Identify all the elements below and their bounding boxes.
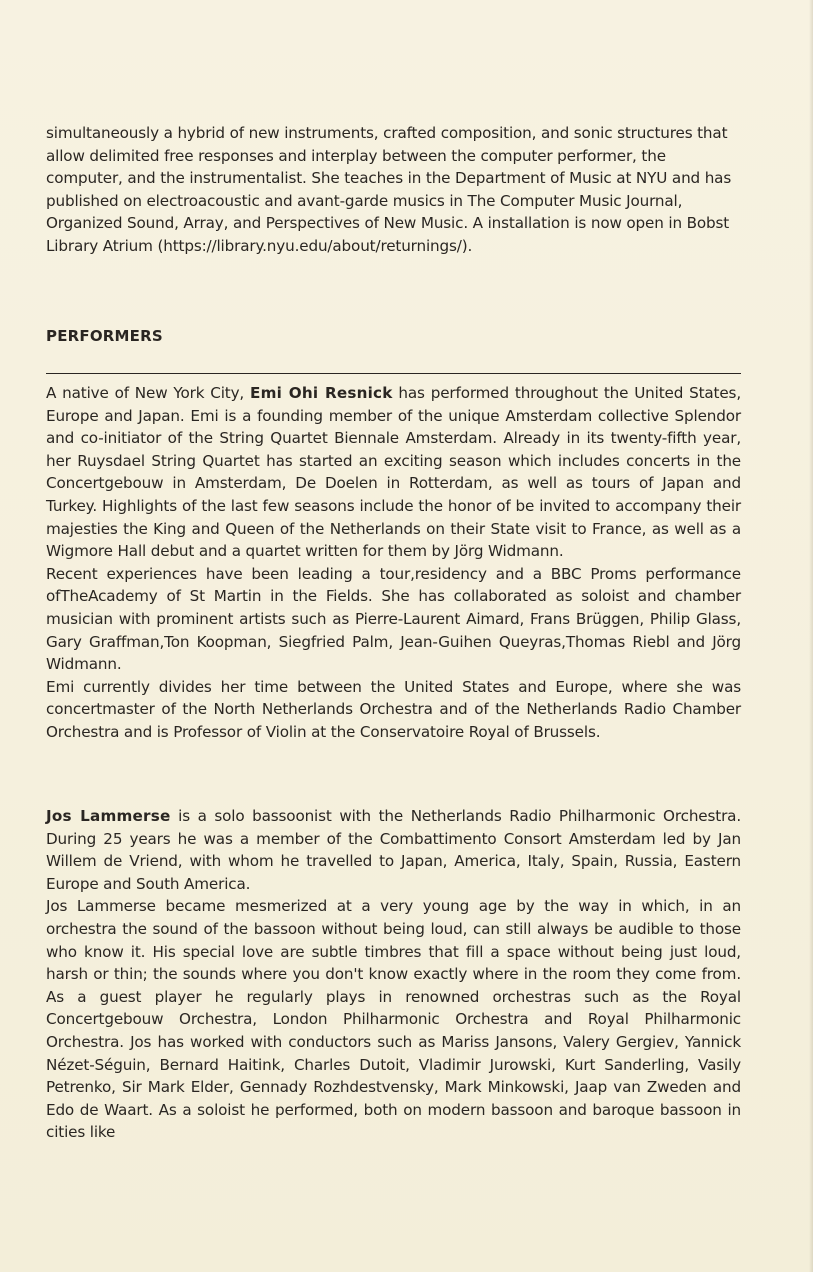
bio1-paragraph-3: Emi currently divides her time between the United States and Europe, where she was concertmaster of the North Netherlands Orchestra and of the Netherlands Radio Chamber Orchestra and is Professor of Violin at the Conservatoire Royal of Brussels. bbox=[46, 677, 741, 741]
heading-rule bbox=[46, 373, 741, 374]
section-heading: PERFORMERS bbox=[46, 327, 163, 345]
bio1-lead: A native of New York City, bbox=[46, 384, 251, 402]
bio-jos-lammerse bbox=[46, 805, 741, 1144]
page-edge-shadow bbox=[809, 0, 813, 1272]
bio1-p1-text: has performed throughout the United States, Europe and Japan. Emi is a founding member of the unique Amsterdam collective Splendor and co-initiator of the String Quartet Biennale Amsterdam. Already in its twenty-fifth year, her Ruysdael String Quartet has started an exciting season which includes concerts in the Concertgebouw in Amsterdam, De Doelen in Rotterdam, as well as tours of Japan and Turkey. Highlights of the last few seasons include the honor of be invited to accompany their majesties the King and Queen of the Netherlands on their State visit to France, as well as a Wigmore Hall debut and a quartet written for them by Jörg Widmann. bbox=[46, 384, 741, 561]
bio-emi-ohi-resnick bbox=[46, 382, 741, 744]
bio2-paragraph-2: Jos Lammerse became mesmerized at a very young age by the way in which, in an orchestra the sound of the bassoon without being loud, can still always be audible to those who know it. His special love are subtle timbres that fill a space without being just loud, harsh or thin; the sounds where you don't know exactly where in the room they come from. As a guest player he regularly plays in renowned orchestras such as the Royal Concertgebouw Orchestra, London Philharmonic Orchestra and Royal Philharmonic Orchestra. Jos has worked with conductors such as Mariss Jansons, Valery Gergiev, Yannick Nézet-Séguin, Bernard Haitink, Charles Dutoit, Vladimir Jurowski, Kurt Sanderling, Vasily Petrenko, Sir Mark Elder, Gennady Rozhdestvensky, Mark Minkowski, Jaap van Zweden and Edo de Waart. As a soloist he performed, both on modern bassoon and baroque bassoon in cities like bbox=[46, 897, 741, 1142]
performer-name-lammerse: Jos Lammerse bbox=[46, 807, 171, 825]
performer-name-resnick: Emi Ohi Resnick bbox=[250, 384, 393, 402]
intro-text: simultaneously a hybrid of new instruments, crafted composition, and sonic structures that allow delimited free responses and interplay between the computer performer, the computer, and the instrumentalist. She teaches in the Department of Music at NYU and has published on electroacoustic and avant-garde musics in The Computer Music Journal, Organized Sound, Array, and Perspectives of New Music. A installation is now open in Bobst Library Atrium (https://library.nyu.edu/about/returnings/). bbox=[46, 124, 732, 255]
bio2-paragraph-1 bbox=[46, 805, 741, 895]
bio2-p1-text: is a solo bassoonist with the Netherlands Radio Philharmonic Orchestra. During 25 years he was a member of the Combattimento Consort Amsterdam led by Jan Willem de Vriend, with whom he travelled to Japan, America, Italy, Spain, Russia, Eastern Europe and South America. bbox=[46, 807, 741, 893]
bio1-paragraph-1 bbox=[46, 382, 741, 563]
intro-paragraph bbox=[46, 122, 741, 258]
bio1-paragraph-2: Recent experiences have been leading a tour,residency and a BBC Proms performance ofTheAcademy of St Martin in the Fields. She has collaborated as soloist and chamber musician with prominent artists such as Pierre-Laurent Aimard, Frans Brüggen, Philip Glass, Gary Graffman,Ton Koopman, Siegfried Palm, Jean-Guihen Queyras,Thomas Riebl and Jörg Widmann. bbox=[46, 564, 741, 674]
